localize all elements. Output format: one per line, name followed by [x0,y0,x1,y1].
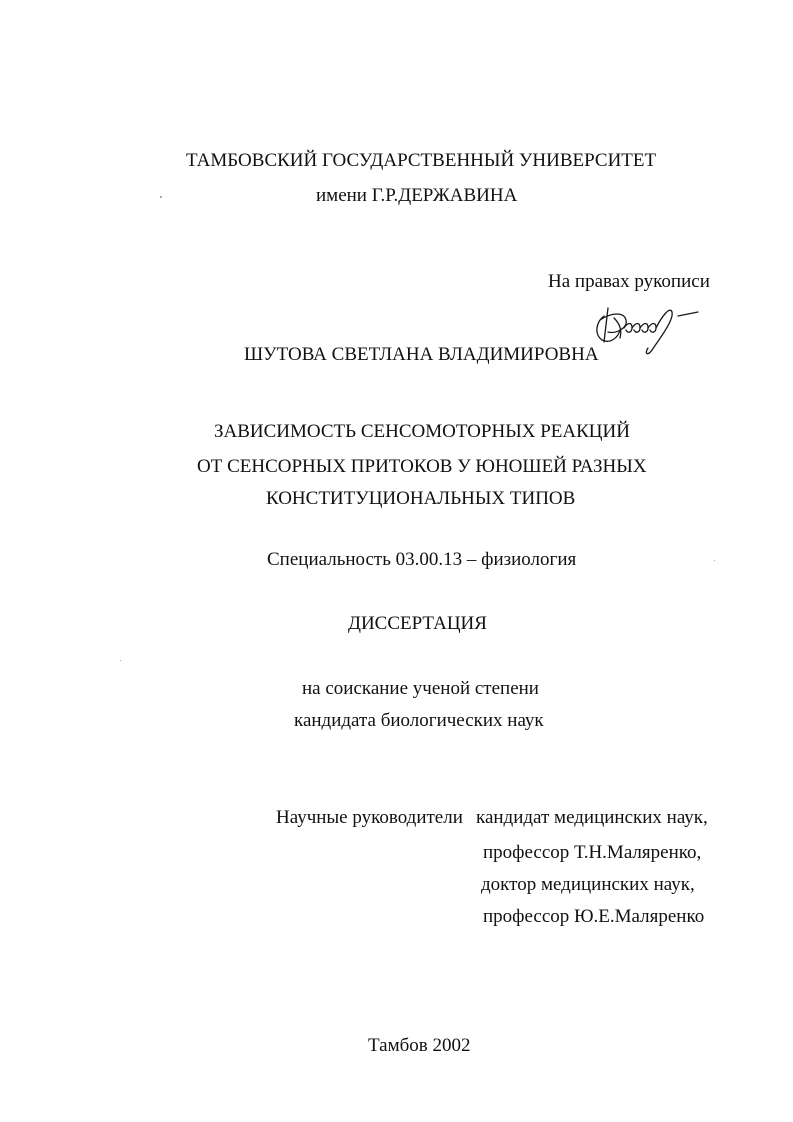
degree-line: кандидата биологических наук [294,710,544,731]
supervisor-line: профессор Т.Н.Маляренко, [483,842,702,863]
supervisor-line: кандидат медицинских наук, [476,807,708,828]
supervisors-label: Научные руководители [276,807,463,828]
author-name: ШУТОВА СВЕТЛАНА ВЛАДИМИРОВНА [244,344,599,365]
city-year: Тамбов 2002 [368,1035,471,1056]
supervisor-line: профессор Ю.Е.Маляренко [483,906,705,927]
degree-line: на соискание ученой степени [302,678,539,699]
dissertation-title-line: ЗАВИСИМОСТЬ СЕНСОМОТОРНЫХ РЕАКЦИЙ [214,421,630,442]
university-name: ТАМБОВСКИЙ ГОСУДАРСТВЕННЫЙ УНИВЕРСИТЕТ [186,150,657,171]
scan-speck [120,660,121,661]
supervisor-line: доктор медицинских наук, [481,874,695,895]
specialty-code: Специальность 03.00.13 – физиология [267,549,577,570]
scan-speck [160,196,162,198]
dissertation-title-line: ОТ СЕНСОРНЫХ ПРИТОКОВ У ЮНОШЕЙ РАЗНЫХ [197,456,647,477]
manuscript-rights-note: На правах рукописи [548,271,710,292]
document-type: ДИССЕРТАЦИЯ [348,613,487,634]
scan-speck [714,560,715,561]
dissertation-title-line: КОНСТИТУЦИОНАЛЬНЫХ ТИПОВ [266,488,576,509]
handwritten-signature [590,298,710,358]
university-named-after: имени Г.Р.ДЕРЖАВИНА [316,185,518,206]
